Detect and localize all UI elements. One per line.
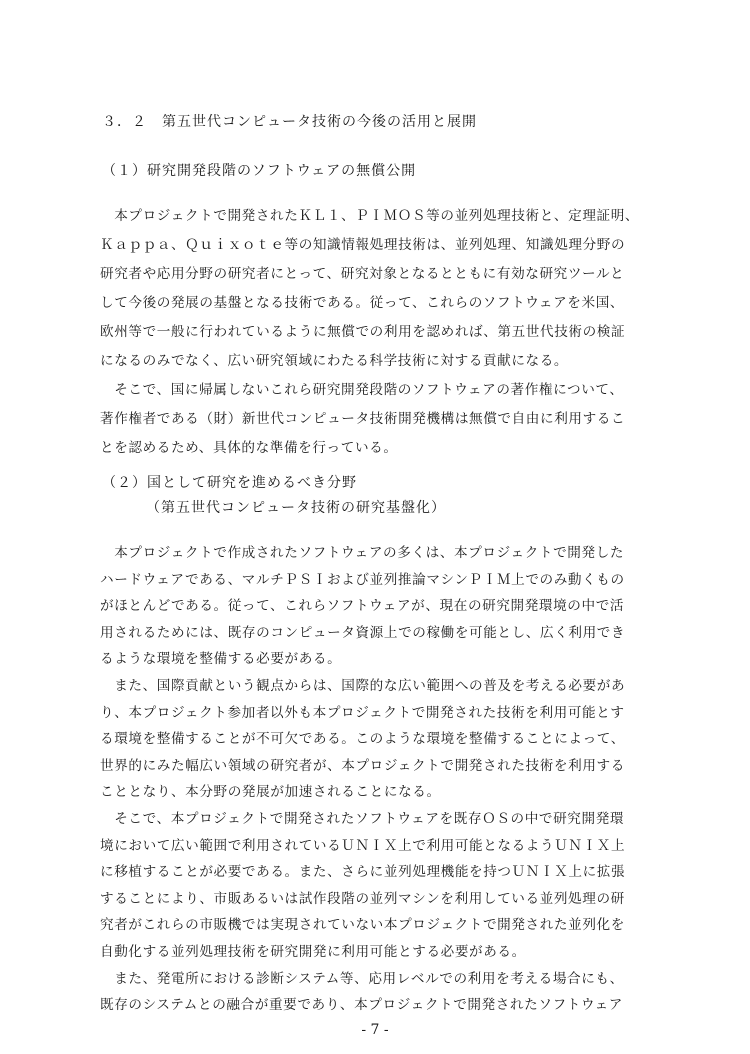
body-line: 用されるためには、既存のコンピュータ資源上での稼働を可能とし、広く利用でき <box>100 624 626 641</box>
body-line: することにより、市販あるいは試作段階の並列マシンを利用している並列処理の研 <box>100 890 625 907</box>
body-line: る環境を整備することが不可欠である。このような環境を整備することによって、 <box>100 731 625 748</box>
body-line: 世界的にみた幅広い領域の研究者が、本プロジェクトで開発された技術を利用する <box>100 757 625 774</box>
body-line: がほとんどである。従って、これらソフトウェアが、現在の研究開発環境の中で活 <box>100 598 625 615</box>
page-number: - 7 - <box>361 1022 389 1038</box>
body-line: そこで、本プロジェクトで開発されたソフトウェアを既存ＯＳの中で研究開発環 <box>100 811 625 827</box>
body-line: こととなり、本分野の発展が加速されることになる。 <box>100 784 441 801</box>
body-line: に移植することが必要である。また、さらに並列処理機能を持つＵＮＩＸ上に拡張 <box>100 864 626 881</box>
subsection-2-subheading: （第五世代コンピュータ技術の研究基盤化） <box>146 500 446 516</box>
section-heading: ３．２ 第五世代コンピュータ技術の今後の活用と展開 <box>102 114 477 130</box>
subsection-2-heading: （２）国として研究を進めるべき分野 <box>102 475 357 491</box>
body-line: り、本プロジェクト参加者以外も本プロジェクトで開発された技術を利用可能とす <box>100 704 625 721</box>
subsection-1-heading: （１）研究開発段階のソフトウェアの無償公開 <box>102 163 417 179</box>
body-line: また、国際貢献という観点からは、国際的な広い範囲への普及を考える必要があ <box>100 678 626 694</box>
body-line: Ｋａｐｐａ、Ｑｕｉｘｏｔｅ等の知識情報処理技術は、並列処理、知識処理分野の <box>100 237 626 253</box>
body-line: ハードウェアである、マルチＰＳＩおよび並列推論マシンＰＩＭ上でのみ動くもの <box>100 571 625 588</box>
body-line: 本プロジェクトで作成されたソフトウェアの多くは、本プロジェクトで開発した <box>100 545 625 561</box>
body-line: 究者がこれらの市販機では実現されていない本プロジェクトで開発された並列化を <box>100 917 625 934</box>
body-line: 研究者や応用分野の研究者にとって、研究対象となるとともに有効な研究ツールと <box>100 266 625 282</box>
body-line: また、発電所における診断システム等、応用レベルでの利用を考える場合にも、 <box>100 970 624 987</box>
body-line: 自動化する並列処理技術を研究開発に利用可能とする必要がある。 <box>100 944 526 960</box>
body-line: 著作権者である（財）新世代コンピュータ技術開発機構は無償で自由に利用するこ <box>100 411 626 427</box>
body-line: 既存のシステムとの融合が重要であり、本プロジェクトで開発されたソフトウェア <box>100 997 623 1014</box>
body-line: そこで、国に帰属しないこれら研究開発段階のソフトウェアの著作権について、 <box>100 382 624 398</box>
body-line: になるのみでなく、広い研究領域にわたる科学技術に対する貢献になる。 <box>100 353 569 369</box>
body-line: るような環境を整備する必要がある。 <box>100 651 342 668</box>
body-line: 本プロジェクトで開発されたＫＬ１、ＰＩＭＯＳ等の並列処理技術と、定理証明、 <box>100 208 640 224</box>
body-line: 欧州等で一般に行われているように無償での利用を認めれば、第五世代技術の検証 <box>100 324 626 340</box>
body-line: とを認めるため、具体的な準備を行っている。 <box>100 440 398 456</box>
body-line: して今後の発展の基盤となる技術である。従って、これらのソフトウェアを米国、 <box>100 295 625 311</box>
body-line: 境において広い範囲で利用されているＵＮＩＸ上で利用可能となるようＵＮＩＸ上 <box>100 837 626 854</box>
